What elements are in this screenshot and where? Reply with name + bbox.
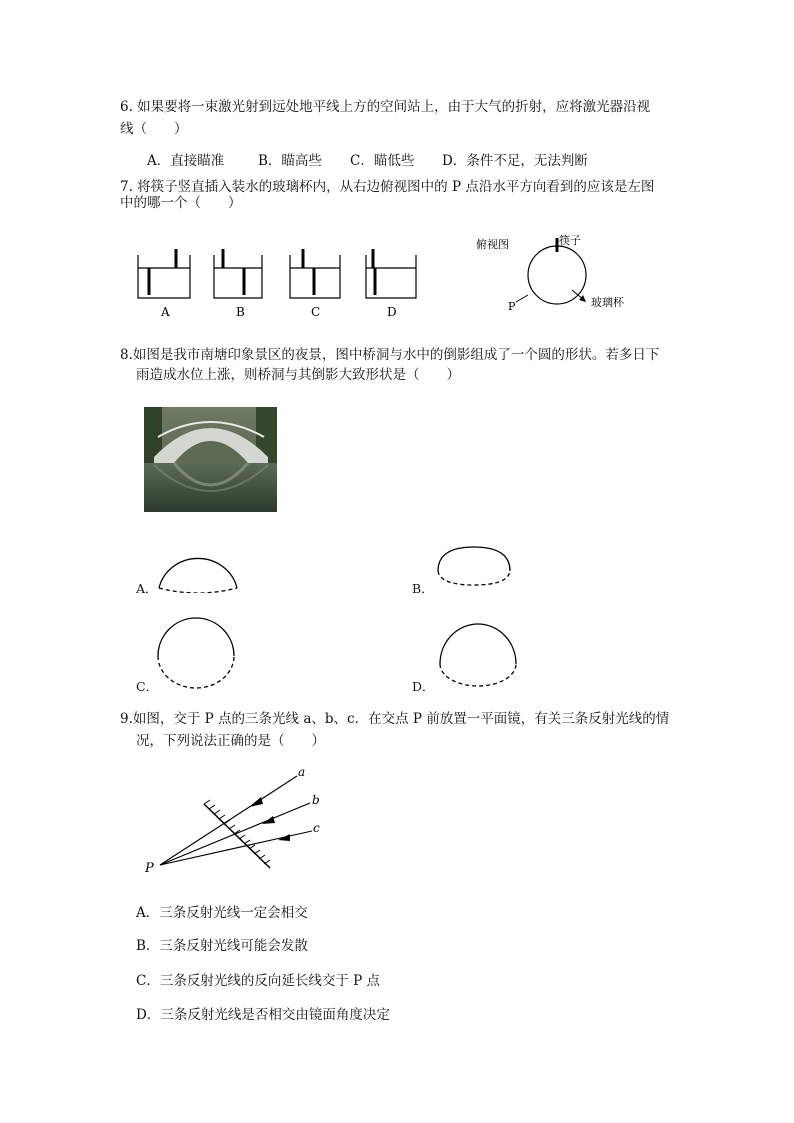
- q9-option-d: D．三条反射光线是否相交由镜面角度决定: [136, 1007, 390, 1023]
- q7-glass-label: 玻璃杯: [591, 296, 624, 309]
- q9-arrowhead-a: [249, 797, 263, 807]
- q7-label-a: A: [161, 305, 170, 319]
- q7-point-p: P: [508, 300, 516, 313]
- q9-rays: [160, 776, 312, 865]
- q9-label-b: b: [312, 793, 320, 807]
- q8-shape-b: [432, 541, 518, 589]
- q6-option-c: C．瞄低些: [350, 153, 415, 169]
- q8-option-a: A．: [136, 581, 158, 596]
- q9-label-p: P: [145, 861, 154, 876]
- bridge-photo: [144, 407, 277, 512]
- q9-ray-b: [160, 803, 310, 865]
- q7-cup-d: [366, 249, 416, 298]
- q9-mirror-figure: [140, 760, 340, 880]
- q6-stem-line2: 线（ ）: [120, 121, 188, 137]
- q7-cup-a: [138, 249, 190, 298]
- q9-stem-line1: 9.如图，交于 P 点的三条光线 a、b、c．在交点 P 前放置一平面镜，有关三条反射光线的情: [120, 711, 670, 727]
- q8-shape-a: [155, 538, 245, 593]
- q8-option-b: B．: [412, 581, 434, 596]
- q9-arrowhead-c: [278, 834, 290, 841]
- q9-stem-line2: 况，下列说法正确的是（ ）: [136, 733, 325, 749]
- q8-stem-line2: 雨造成水位上涨，则桥洞与其倒影大致形状是（ ）: [136, 367, 460, 383]
- q7-label-d: D: [387, 305, 397, 319]
- q6-option-b: B．瞄高些: [258, 153, 322, 169]
- q7-topview-title: 俯视图: [476, 238, 509, 251]
- q7-cup-figures: [120, 235, 440, 325]
- q9-mirror: [204, 800, 270, 868]
- q8-option-d: D．: [412, 679, 435, 694]
- q7-cup-c: [290, 249, 340, 298]
- q7-cup-b: [214, 249, 262, 298]
- q9-option-c: C．三条反射光线的反向延长线交于 P 点: [136, 973, 380, 989]
- q7-p-leader: [516, 295, 528, 302]
- q9-ray-a: [160, 776, 297, 865]
- q8-option-c: C．: [136, 679, 159, 694]
- q7-topview-figure: [460, 228, 640, 318]
- q9-label-c: c: [313, 821, 320, 835]
- q9-option-a: A．三条反射光线一定会相交: [136, 905, 308, 921]
- q9-option-b: B．三条反射光线可能会发散: [136, 938, 308, 954]
- q6-stem-line1: 6. 如果要将一束激光射到远处地平线上方的空间站上，由于大气的折射，应将激光器沿视: [120, 99, 651, 115]
- q7-stem-line1: 7. 将筷子竖直插入装水的玻璃杯内，从右边俯视图中的 P 点沿水平方向看到的应该是左图: [120, 179, 655, 195]
- q7-label-c: C: [311, 305, 321, 319]
- q7-glass-circle: [528, 246, 586, 304]
- q7-glass-arrowhead: [579, 295, 586, 302]
- q7-chopsticks-label: 筷子: [559, 234, 581, 247]
- q9-arrowhead-b: [262, 816, 275, 824]
- q7-label-b: B: [236, 305, 245, 319]
- q9-label-a: a: [298, 765, 306, 779]
- q8-stem-line1: 8.如图是我市南塘印象景区的夜景，图中桥洞与水中的倒影组成了一个圆的形状。若多日下: [120, 347, 660, 363]
- q7-stem-line2: 中的哪一个（ ）: [120, 195, 242, 211]
- q6-option-a: A．直接瞄准: [147, 153, 225, 169]
- q8-shape-c: [154, 612, 238, 692]
- q8-shape-d: [436, 612, 520, 692]
- q6-option-d: D．条件不足，无法判断: [442, 153, 588, 169]
